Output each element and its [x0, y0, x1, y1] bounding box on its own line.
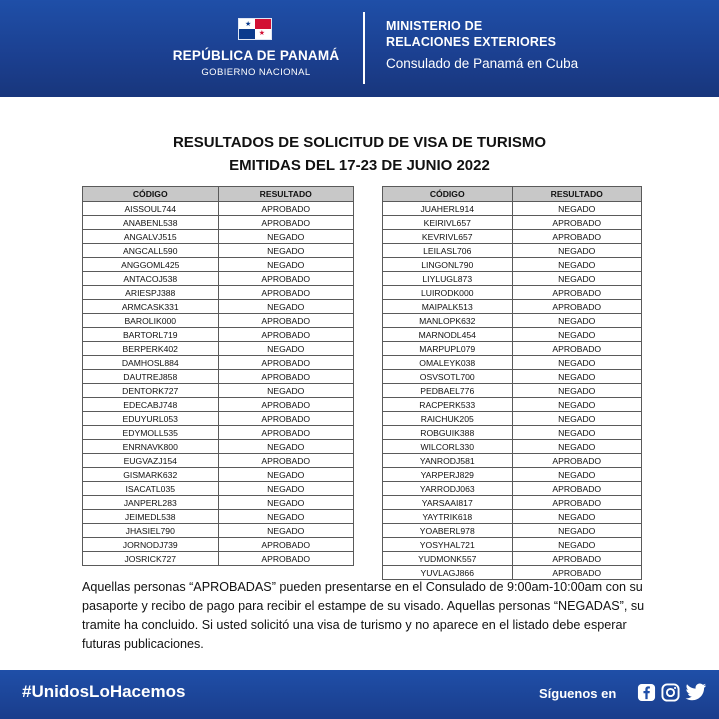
table-row	[83, 272, 354, 286]
result-cell: NEGADO	[512, 272, 642, 286]
result-cell: APROBADO	[218, 328, 354, 342]
result-cell: APROBADO	[218, 286, 354, 300]
table-row	[83, 230, 354, 244]
result-cell: NEGADO	[218, 482, 354, 496]
result-cell: APROBADO	[512, 454, 642, 468]
result-cell: NEGADO	[512, 384, 642, 398]
table-row	[83, 202, 354, 216]
code-cell: YANRODJ581	[383, 454, 513, 468]
result-cell: APROBADO	[218, 454, 354, 468]
code-cell: RAICHUK205	[383, 412, 513, 426]
result-cell: APROBADO	[512, 496, 642, 510]
result-cell: NEGADO	[512, 314, 642, 328]
code-cell: EDECABJ748	[83, 398, 219, 412]
code-cell: DENTORK727	[83, 384, 219, 398]
table-row	[383, 244, 642, 258]
panama-flag-icon: ★ ★	[238, 18, 272, 40]
footer-banner	[0, 670, 719, 719]
code-cell: MANLOPK632	[383, 314, 513, 328]
table-row	[83, 370, 354, 384]
code-cell: MAIPALK513	[383, 300, 513, 314]
table-row	[83, 496, 354, 510]
table-row	[83, 342, 354, 356]
table-row	[83, 552, 354, 566]
page-title-line1: RESULTADOS DE SOLICITUD DE VISA DE TURISMO	[172, 134, 547, 151]
result-cell: APROBADO	[218, 370, 354, 384]
result-cell: NEGADO	[218, 258, 354, 272]
instagram-icon[interactable]	[661, 683, 680, 702]
result-cell: APROBADO	[512, 342, 642, 356]
table-row	[383, 286, 642, 300]
table-row	[383, 370, 642, 384]
table-row	[83, 300, 354, 314]
table-row	[83, 482, 354, 496]
code-cell: YARRODJ063	[383, 482, 513, 496]
result-cell: NEGADO	[512, 244, 642, 258]
code-cell: EUGVAZJ154	[83, 454, 219, 468]
table-row	[383, 202, 642, 216]
code-cell: YOSYHAL721	[383, 538, 513, 552]
table-row	[383, 384, 642, 398]
result-cell: NEGADO	[512, 440, 642, 454]
table-row	[83, 328, 354, 342]
code-cell: MARNODL454	[383, 328, 513, 342]
code-cell: ARIESPJ388	[83, 286, 219, 300]
table-row	[383, 412, 642, 426]
result-cell: NEGADO	[512, 328, 642, 342]
code-cell: ISACATL035	[83, 482, 219, 496]
code-cell: ANGCALL590	[83, 244, 219, 258]
result-cell: NEGADO	[218, 230, 354, 244]
table-row	[83, 258, 354, 272]
table-row	[383, 538, 642, 552]
code-cell: ARMCASK331	[83, 300, 219, 314]
table-row	[383, 440, 642, 454]
table-row	[383, 426, 642, 440]
table-row	[383, 552, 642, 566]
code-cell: PEDBAEL776	[383, 384, 513, 398]
result-cell: APROBADO	[218, 272, 354, 286]
consulado-text: Consulado de Panamá en Cuba	[386, 56, 579, 71]
result-cell: NEGADO	[512, 426, 642, 440]
table-row	[383, 482, 642, 496]
table-row	[383, 524, 642, 538]
column-header-code: CÓDIGO	[383, 187, 513, 202]
code-cell: LINGONL790	[383, 258, 513, 272]
code-cell: ANGGOML425	[83, 258, 219, 272]
result-cell: APROBADO	[512, 216, 642, 230]
result-cell: APROBADO	[218, 202, 354, 216]
table-row	[83, 454, 354, 468]
table-row	[383, 454, 642, 468]
result-cell: APROBADO	[512, 482, 642, 496]
table-row	[383, 356, 642, 370]
table-row	[383, 272, 642, 286]
table-row	[83, 426, 354, 440]
table-row	[83, 510, 354, 524]
code-cell: JANPERL283	[83, 496, 219, 510]
result-cell: NEGADO	[512, 202, 642, 216]
table-row	[83, 538, 354, 552]
table-row	[83, 384, 354, 398]
code-cell: GISMARK632	[83, 468, 219, 482]
code-cell: EDYMOLL535	[83, 426, 219, 440]
header-divider	[363, 12, 365, 84]
result-cell: NEGADO	[218, 510, 354, 524]
table-row	[383, 510, 642, 524]
result-cell: NEGADO	[218, 496, 354, 510]
table-row	[383, 342, 642, 356]
code-cell: YOABERL978	[383, 524, 513, 538]
results-table-right	[382, 186, 642, 580]
code-cell: ANTACOJ538	[83, 272, 219, 286]
column-header-result: RESULTADO	[218, 187, 354, 202]
table-row	[83, 286, 354, 300]
result-cell: APROBADO	[218, 216, 354, 230]
code-cell: ENRNAVK800	[83, 440, 219, 454]
siguenos-text: Síguenos en	[539, 686, 617, 701]
code-cell: BAROLIK000	[83, 314, 219, 328]
code-cell: WILCORL330	[383, 440, 513, 454]
code-cell: YARSAAI817	[383, 496, 513, 510]
result-cell: APROBADO	[512, 552, 642, 566]
table-row	[83, 398, 354, 412]
result-cell: NEGADO	[512, 398, 642, 412]
result-cell: APROBADO	[218, 426, 354, 440]
code-cell: OMALEYK038	[383, 356, 513, 370]
result-cell: APROBADO	[512, 286, 642, 300]
header-banner	[0, 0, 719, 97]
page-title-line2: EMITIDAS DEL 17-23 DE JUNIO 2022	[229, 157, 490, 174]
code-cell: AISSOUL744	[83, 202, 219, 216]
table-row	[383, 314, 642, 328]
code-cell: KEVRIVL657	[383, 230, 513, 244]
result-cell: NEGADO	[512, 370, 642, 384]
table-row	[383, 398, 642, 412]
code-cell: YUVLAGJ866	[383, 566, 513, 580]
table-header-row	[383, 187, 642, 202]
twitter-icon[interactable]	[685, 683, 707, 702]
table-row	[383, 468, 642, 482]
result-cell: APROBADO	[512, 566, 642, 580]
result-cell: NEGADO	[218, 244, 354, 258]
result-cell: NEGADO	[218, 342, 354, 356]
result-cell: APROBADO	[218, 398, 354, 412]
result-cell: NEGADO	[218, 468, 354, 482]
code-cell: LEILASL706	[383, 244, 513, 258]
ministerio-line1: MINISTERIO DE	[386, 19, 483, 33]
code-cell: EDUYURL053	[83, 412, 219, 426]
result-cell: APROBADO	[218, 552, 354, 566]
result-cell: NEGADO	[218, 300, 354, 314]
table-row	[383, 216, 642, 230]
result-cell: NEGADO	[512, 356, 642, 370]
result-cell: APROBADO	[218, 356, 354, 370]
code-cell: BARTORL719	[83, 328, 219, 342]
ministerio-line2: RELACIONES EXTERIORES	[386, 35, 557, 49]
result-cell: NEGADO	[512, 510, 642, 524]
facebook-icon[interactable]	[637, 683, 656, 702]
table-row	[83, 314, 354, 328]
result-cell: NEGADO	[512, 538, 642, 552]
code-cell: RACPERK533	[383, 398, 513, 412]
code-cell: KEIRIVL657	[383, 216, 513, 230]
table-row	[83, 524, 354, 538]
result-cell: NEGADO	[512, 468, 642, 482]
result-cell: APROBADO	[218, 412, 354, 426]
code-cell: YUDMONK557	[383, 552, 513, 566]
code-cell: JUAHERL914	[383, 202, 513, 216]
code-cell: LIYLUGL873	[383, 272, 513, 286]
code-cell: DAUTREJ858	[83, 370, 219, 384]
table-row	[83, 468, 354, 482]
result-cell: NEGADO	[512, 258, 642, 272]
code-cell: YAYTRIK618	[383, 510, 513, 524]
code-cell: DAMHOSL884	[83, 356, 219, 370]
table-row	[83, 244, 354, 258]
code-cell: OSVSOTL700	[383, 370, 513, 384]
result-cell: NEGADO	[218, 384, 354, 398]
table-row	[383, 496, 642, 510]
table-row	[383, 230, 642, 244]
code-cell: JOSRICK727	[83, 552, 219, 566]
republica-text: REPÚBLICA DE PANAMÁ	[172, 48, 340, 63]
result-cell: NEGADO	[512, 412, 642, 426]
instructions-paragraph: Aquellas personas “APROBADAS” pueden presentarse en el Consulado de 9:00am-10:00am con su pasaporte y recibo de pago para recibir el estampe de su visado. Aquellas personas “NEGADAS”, su tramite ha concluido. Si usted solicitó una visa de turismo y no aparece en el listado debe esperar futuras publicaciones.	[82, 580, 645, 651]
code-cell: JHASIEL790	[83, 524, 219, 538]
code-cell: YARPERJ829	[383, 468, 513, 482]
column-header-code: CÓDIGO	[83, 187, 219, 202]
result-cell: NEGADO	[512, 524, 642, 538]
code-cell: ROBGUIK388	[383, 426, 513, 440]
code-cell: LUIRODK000	[383, 286, 513, 300]
table-row	[83, 440, 354, 454]
column-header-result: RESULTADO	[512, 187, 642, 202]
table-header-row	[83, 187, 354, 202]
code-cell: ANABENL538	[83, 216, 219, 230]
result-cell: APROBADO	[218, 538, 354, 552]
result-cell: APROBADO	[512, 230, 642, 244]
code-cell: ANGALVJ515	[83, 230, 219, 244]
table-row	[83, 216, 354, 230]
result-cell: NEGADO	[218, 524, 354, 538]
result-cell: APROBADO	[512, 300, 642, 314]
result-cell: NEGADO	[218, 440, 354, 454]
hashtag-text: #UnidosLoHacemos	[22, 682, 186, 701]
code-cell: JORNODJ739	[83, 538, 219, 552]
table-row	[83, 356, 354, 370]
table-row	[383, 258, 642, 272]
code-cell: MARPUPL079	[383, 342, 513, 356]
results-table-left	[82, 186, 354, 566]
code-cell: BERPERK402	[83, 342, 219, 356]
table-row	[383, 328, 642, 342]
table-row	[83, 412, 354, 426]
result-cell: APROBADO	[218, 314, 354, 328]
table-row	[383, 300, 642, 314]
code-cell: JEIMEDL538	[83, 510, 219, 524]
gobierno-text: GOBIERNO NACIONAL	[201, 67, 311, 78]
